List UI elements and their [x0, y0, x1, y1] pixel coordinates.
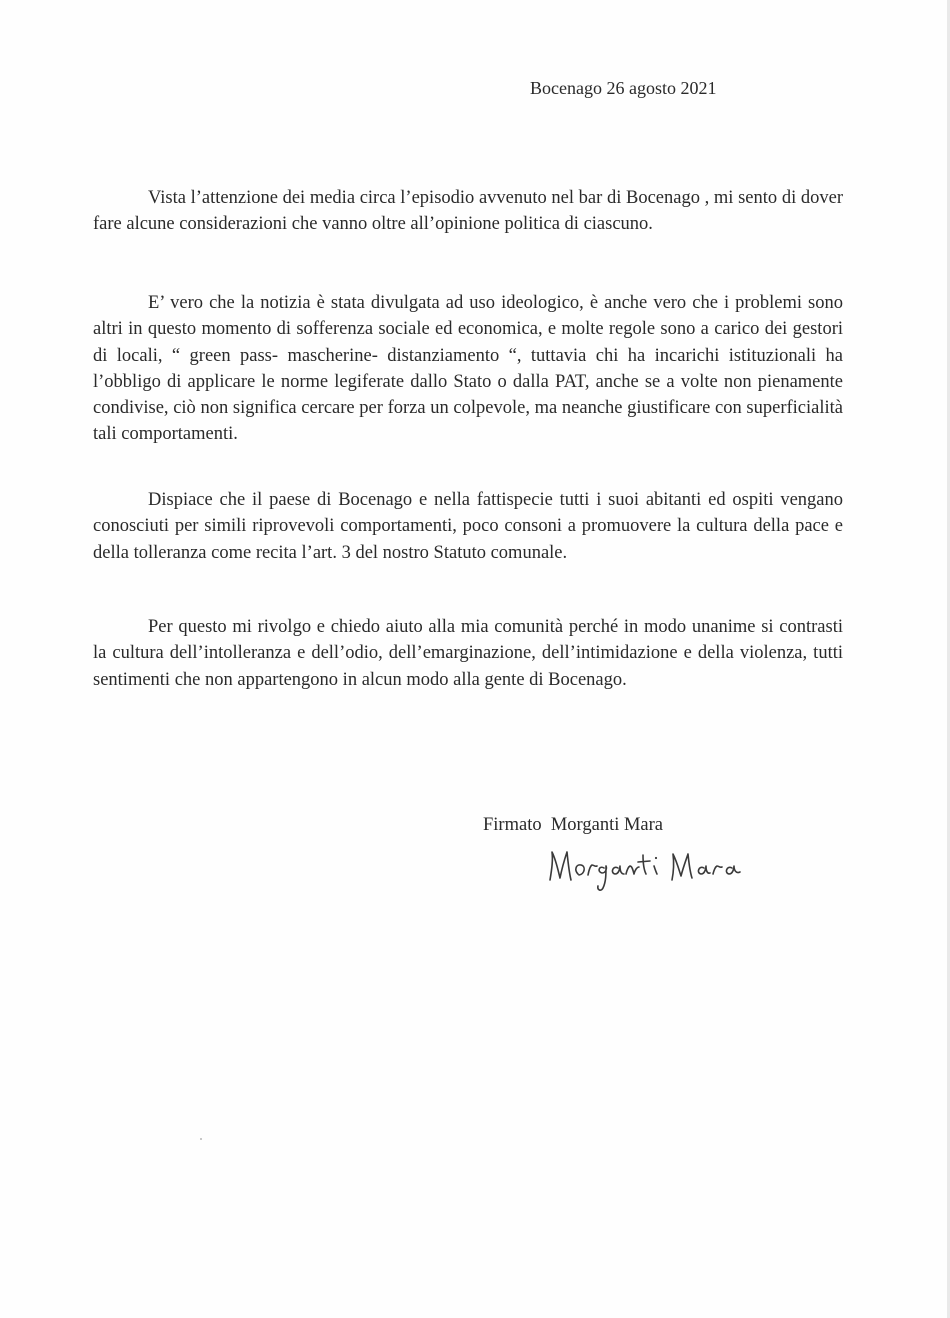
paragraph-3: Dispiace che il paese di Bocenago e nella fattispecie tutti i suoi abitanti ed ospiti vengano conosciuti per simili riprovevoli comportamenti, poco consoni a promuovere la cultura della pace e della tolleranza come recita l’art. 3 del nostro Statuto comunale.: [93, 490, 843, 563]
place-date: Bocenago 26 agosto 2021: [530, 78, 717, 98]
signed-line: Firmato Morganti Mara: [483, 815, 664, 835]
paragraph-4: Per questo mi rivolgo e chiedo aiuto alla mia comunità perché in modo unanime si contrasti la cultura dell’intolleranza e dell’odio, dell’emarginazione, dell’intimidazione e della violenza, tutti sentimenti che non appartengono in alcun modo alla gente di Bocenago.: [93, 617, 843, 690]
scan-speck: [200, 1138, 202, 1140]
paragraph-1: Vista l’attenzione dei media circa l’episodio avvenuto nel bar di Bocenago , mi sento di dover fare alcune considerazioni che vanno oltre all’opinione politica di ciascuno.: [93, 188, 843, 235]
paragraph-2: E’ vero che la notizia è stata divulgata ad uso ideologico, è anche vero che i problemi sono altri in questo momento di sofferenza sociale ed economica, e molte regole sono a carico dei gestori di locali, “ green pass- mascherine- distanziamento “, tuttavia chi ha incarichi istituzionali ha l’obbligo di applicare le norme legiferate dallo Stato o dalla PAT, anche se a volte non pienamente condivise, ciò non significa cercare per forza un colpevole, ma neanche giustificare con superficialità tali comportamenti.: [93, 293, 843, 445]
handwritten-signature: [540, 830, 780, 900]
